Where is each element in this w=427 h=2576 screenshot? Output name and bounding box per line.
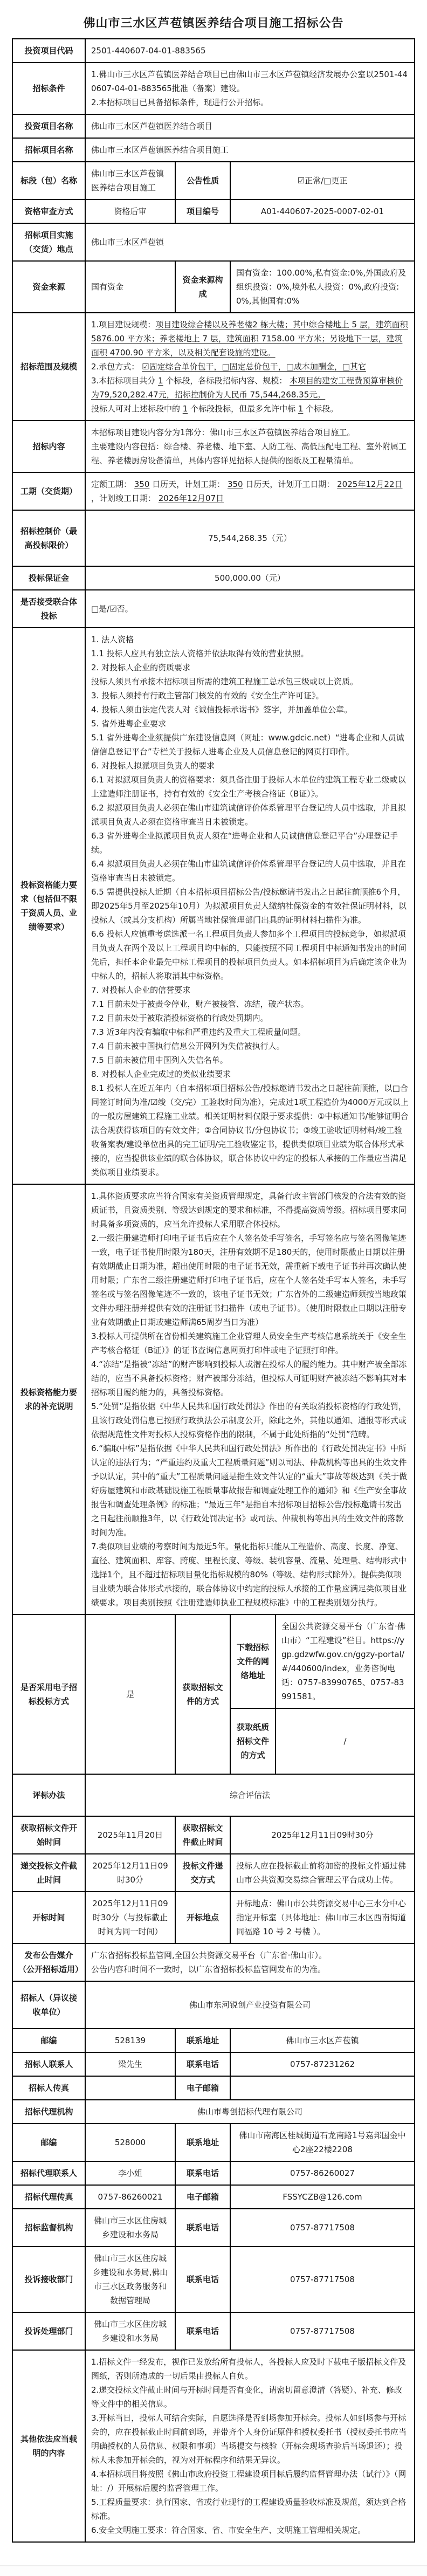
project-number-label: 项目编号 xyxy=(175,200,230,223)
qualification-requirements-label: 投标资格能力要求（包括但不限于资质人员、业绩等要求） xyxy=(12,628,85,1184)
agency-fax-label: 招标代理传真 xyxy=(12,2185,85,2209)
agency-email-label: 电子邮箱 xyxy=(175,2185,230,2209)
row-agency-contact xyxy=(12,2161,415,2185)
submission-method-value: 投标人应在投标截止前将加密的投标文件通过佛山市公共资源交易综合管理云平台成功上传。 xyxy=(230,1854,415,1892)
consortium-value: □是/☑否。 xyxy=(85,590,415,628)
doc-start-time-value: 2025年11月20日 xyxy=(85,1816,175,1854)
tenderer-address-label: 联系地址 xyxy=(175,2029,230,2052)
row-tenderer-postcode xyxy=(12,2029,415,2052)
supervision-value: 佛山市三水区住房城乡建设和水务局 xyxy=(85,2209,175,2247)
doc-start-time-label: 获取招标文件开始时间 xyxy=(12,1816,85,1854)
scope-label: 招标范围及规模 xyxy=(12,313,85,421)
other-contents-value: 1.招标文件一经发布，视作已发放给所有投标人，各投标人应及时下载电子版招标文件及图纸，否则所造成的一切后果由投标人自负。 2.递交投标文件截止时间与开标时间是否有变化，请密切留意澄清（答疑）、补充、修改等文件中的相关信息。 3.开标当日，投标人可结合实际，自愿选择是否到场参加开标会。投标人如到场参与开标会的，应在投标截止时间前到场，并带齐个人身份证原件和授权委托书（授权委托书应当明确授权的人员信息、权限和事项）当场提交与核验（开标会现场查验后当场退还）；投标人未参加开标会的，视为对开标程序和结果无异议。 4.本招标项目将按照《佛山市政府投资工程建设项目标后履约监督管理办法（试行）》（网址：/）开展标后履约监督管理工作。 5.工程质量要求：执行国家、省或行业现行的工程建设质量验收标准及规范，须达到合格标准。 6.安全文明施工要求：符合国家、省、市安全生产、文明施工管理相关规定。 xyxy=(85,2350,415,2542)
agency-postcode-label: 邮编 xyxy=(12,2124,85,2161)
row-location xyxy=(12,223,415,261)
fund-source-value: 国有资金 xyxy=(85,261,175,313)
investment-name-label: 投资项目名称 xyxy=(12,114,85,138)
row-fund-source xyxy=(12,261,415,313)
tenderer-postcode-label: 邮编 xyxy=(12,2029,85,2052)
paper-docs-value: / xyxy=(276,1708,415,1774)
download-url-value: 全国公共资源交易平台（广东省·佛山市）“工程建设”栏目。https://ygp.gdzwfw.gov.cn/ggzy-portal/#/440600/index，业务咨询电话：0757-83990765、0757-83991581。 xyxy=(276,1615,415,1708)
content-label: 招标内容 xyxy=(12,421,85,472)
qualification-review-value: 资格后审 xyxy=(85,200,175,223)
row-complaint-receiving xyxy=(12,2247,415,2312)
row-duration xyxy=(12,472,415,510)
tenderer-contact-value: 梁先生 xyxy=(85,2052,175,2076)
row-supervision xyxy=(12,2209,415,2247)
page-title: 佛山市三水区芦苞镇医养结合项目施工招标公告 xyxy=(83,17,344,30)
tenderer-phone-label: 联系电话 xyxy=(175,2052,230,2076)
row-evaluation-method xyxy=(12,1774,415,1816)
row-announcement-media xyxy=(12,1943,415,1981)
row-agency-postcode xyxy=(12,2124,415,2161)
agency-phone-value: 0757-86260027 xyxy=(230,2161,415,2185)
agency-address-value: 佛山市南海区桂城街道石龙南路1号嘉邦国金中心2座22楼2208 xyxy=(230,2124,415,2161)
row-content xyxy=(12,421,415,472)
tenderer-fax-label: 招标人传真 xyxy=(12,2076,85,2100)
row-tenderer xyxy=(12,1981,415,2029)
agency-label: 招标代理机构 xyxy=(12,2100,85,2124)
submission-deadline-value: 2025年12月11日09时30分 xyxy=(85,1854,175,1892)
fund-composition-label: 资金来源构成 xyxy=(175,261,230,313)
tenderer-value: 佛山市东河锐创产业投资有限公司 xyxy=(85,1981,415,2029)
supervision-label: 招标监督机构 xyxy=(12,2209,85,2247)
scope-value: 1.项目建设规模：项目建设综合楼以及养老楼2 栋大楼；其中综合楼地上 5 层，建筑面积 5876.00 平方米；养老楼地上 7 层，建筑面积 7158.00 平方米；另设地下一层，建筑面积 4700.90 平方米，以及相关配套设施的建设。 2.承包方式： ☑固定综合单价包干，□固定总价包干，□成本加酬金，□其它 3.本招标项目共分 1 个标段，各标段招标内容、规模： 本项目的建安工程费预算审核价为79,520,282.47元，招标控制价为人民币 75,544,268.35元。 投标人可对上述标段中的 1 个标段投标，但最多允许中标 1 个标段。 xyxy=(85,313,415,421)
complaint-receiving-value: 佛山市三水区住房城乡建设和水务局,佛山市三水区政务服务和数据管理局 xyxy=(85,2247,175,2312)
row-electronic-bidding xyxy=(12,1615,415,1708)
row-agency-fax xyxy=(12,2185,415,2209)
doc-end-time-value: 2025年12月11日09时30分 xyxy=(230,1816,415,1854)
row-doc-times xyxy=(12,1816,415,1854)
tenderer-label: 招标人（异议接收单位） xyxy=(12,1981,85,2029)
fund-source-label: 资金来源 xyxy=(12,261,85,313)
row-tenderer-contact xyxy=(12,2052,415,2076)
agency-fax-value: 0757-86260021 xyxy=(85,2185,175,2209)
tender-conditions-value: 1.佛山市三水区芦苞镇医养结合项目已由佛山市三水区芦苞镇经济发展办公室以2501-440607-04-01-883565批准（备案）建设。 2.本招标项目已具备招标条件，现进行公开招标。 xyxy=(85,63,415,114)
doc-end-time-label: 获取招标文件截止时间 xyxy=(175,1816,230,1854)
other-contents-label: 其他依法应当载明的内容 xyxy=(12,2350,85,2542)
duration-value: 定额工期： 350 日历天，计划工期： 350 日历天，计划开工日期： 2025年12月22日 ，计划竣工日期： 2026年12月07日 xyxy=(85,472,415,510)
row-tender-conditions xyxy=(12,63,415,114)
tenderer-address-value: 佛山市三水区芦苞镇 xyxy=(230,2029,415,2052)
complaint-handling-value: 佛山市三水区住房城乡建设和水务局 xyxy=(85,2312,175,2350)
row-submission xyxy=(12,1854,415,1892)
fund-composition-value: 国有资金：100.00%,私有资金:0%,外国政府及组织投资：0%,境外私人投资：0%,政府投资:0%,其他国有:0% xyxy=(230,261,415,313)
supervision-phone-value: 0757-87717508 xyxy=(230,2209,415,2247)
complaint-handling-phone-value: 0757-87717508 xyxy=(230,2312,415,2350)
announcement-media-value: 广东省招标投标监管网,全国公共资源交易平台（广东省·佛山市）。 公告内容和时间不一致时，以广东省招标投标监管网发布的为准。 xyxy=(85,1943,415,1981)
tenderer-email-label: 电子邮箱 xyxy=(175,2076,230,2100)
complaint-receiving-phone-label: 联系电话 xyxy=(175,2247,230,2312)
download-url-label: 下载招标文件的网络地址 xyxy=(230,1615,276,1708)
row-scope xyxy=(12,313,415,421)
row-agency xyxy=(12,2100,415,2124)
qualification-review-label: 资格审查方式 xyxy=(12,200,85,223)
tender-announcement-table xyxy=(12,38,415,2543)
complaint-handling-label: 投诉处理部门 xyxy=(12,2312,85,2350)
section-name-value: 佛山市三水区芦苞镇医养结合项目施工 xyxy=(85,162,175,200)
agency-contact-label: 招标代理联系人 xyxy=(12,2161,85,2185)
tender-project-name-value: 佛山市三水区芦苞镇医养结合项目施工 xyxy=(85,138,415,162)
agency-address-label: 联系地址 xyxy=(175,2124,230,2161)
tenderer-postcode-value: 528139 xyxy=(85,2029,175,2052)
agency-postcode-value: 528000 xyxy=(85,2124,175,2161)
consortium-label: 是否接受联合体投标 xyxy=(12,590,85,628)
complaint-receiving-label: 投诉接收部门 xyxy=(12,2247,85,2312)
tender-project-name-label: 招标项目名称 xyxy=(12,138,85,162)
location-value: 佛山市三水区芦苞镇 xyxy=(85,223,415,261)
row-bid-bond xyxy=(12,566,415,590)
duration-label: 工期（交货期） xyxy=(12,472,85,510)
obtain-documents-label: 获取招标文件的方式 xyxy=(175,1615,230,1774)
opening-time-label: 开标时间 xyxy=(12,1892,85,1943)
paper-docs-label: 获取纸质招标文件的方式 xyxy=(230,1708,276,1774)
opening-place-value: 开标地点：佛山市公共资源交易中心三水分中心指定开标室（具体地址：佛山市三水区西南街道同福路 10 号 2 号楼 ）。 xyxy=(230,1892,415,1943)
content-value: 本招标项目建设内容分为1部分：佛山市三水区芦苞镇医养结合项目施工。 主要建设内容包括：综合楼、养老楼、地下室、人防工程、高低压配电工程、室外附属工程、养老楼厨房设备清单，具体内容详见招标人提供的图纸及工程量清单。 xyxy=(85,421,415,472)
opening-time-value: 2025年12月11日09时30分（与投标截止时间为同一时间） xyxy=(85,1892,175,1943)
row-section-name xyxy=(12,162,415,200)
row-other-contents xyxy=(12,2350,415,2542)
tenderer-contact-label: 招标人联系人 xyxy=(12,2052,85,2076)
section-name-label: 标段（包）名称 xyxy=(12,162,85,200)
row-investment-name xyxy=(12,114,415,138)
complaint-receiving-phone-value: 0757-87717508 xyxy=(230,2247,415,2312)
supervision-phone-label: 联系电话 xyxy=(175,2209,230,2247)
agency-phone-label: 联系电话 xyxy=(175,2161,230,2185)
agency-value: 佛山市粤创招标代理有限公司 xyxy=(85,2100,415,2124)
electronic-bidding-value: 是 xyxy=(85,1615,175,1774)
project-number-value: A01-440607-2025-0007-02-01 xyxy=(230,200,415,223)
submission-deadline-label: 递交投标文件截止时间 xyxy=(12,1854,85,1892)
tenderer-email-value xyxy=(230,2076,415,2100)
opening-place-label: 开标地点 xyxy=(175,1892,230,1943)
tender-conditions-label: 招标条件 xyxy=(12,63,85,114)
row-complaint-handling xyxy=(12,2312,415,2350)
evaluation-method-label: 评标办法 xyxy=(12,1774,85,1816)
qualification-supplement-value: 1.具体资质要求应当符合国家有关资质管理规定，具备行政主管部门核发的合法有效的资质证书，且资质类别、等级达到规定的要求和标准，不得提高资质等级。招标项目要求同时具备多项资质的，应当允许投标人采用联合体投标。 2.一级注册建造师打印电子证书后应在个人签名处手写签名，手写签名应与签名图像笔迹一致，电子证书使用时限为180天，注册有效期不足180天的，使用时限截止日期以注册有效期截止日期为准，超出使用时限的电子证书无效，需重新下载电子证书并再次确认使用时限；广东省二级注册建造师打印电子证书后，应在个人签名处手写本人签名，未手写签名或与签名图像笔迹不一致的，该电子证书无效；广东省外的二级建造师须按当地政策文件办理注册并提供有效的注册证书扫描件（或电子证书）。（使用时限截止日期以注册专业有效期截止日期或建造师满65周岁当日为准） 3.投标人可提供所在省份相关建筑施工企业管理人员安全生产考核信息系统关于《安全生产考核合格证（B证）》的证书查询信息网页打印件或电子证照打印件。 4.“冻结”是指被“冻结”的财产影响到投标人或潜在投标人的履约能力。其中财产被全部冻结的，应当不具备投标资格；财产被部分冻结，但投标人可证明财产被冻结不影响其对本招标项目履约能力的，具备投标资格。 5.“处罚”是指依据《中华人民共和国行政处罚法》作出的有关取消投标资格的行政处罚，且该行政处罚信息已按照行政执法公示制度公开，除此之外，其他以通知、通报等形式或依据规范性文件对投标人投标资格作出的限制，不属于此处所指的“处罚”范畴。 6.“骗取中标”是指依据《中华人民共和国行政处罚法》所作出的《行政处罚决定书》中所认定的违法行为；“严重违约及重大工程质量问题”则以司法、仲裁机构等出具的生效文件予以认定，其中的“重大”工程质量问题是指生效文件认定的“重大”事故等级达到《关于做好房屋建筑和市政基础设施工程质量事故报告和调查处理工作的通知》和《生产安全事故报告和调查处理条例》的标准；“最近三年”是指自本招标项目招标公告/投标邀请书发出之日起往前顺推3年，以《行政处罚决定书》或司法、仲裁机构等出具的生效文件的落款时间为准。 7.类似项目业绩的考察时间为最近5年。量化指标只能从工程造价、高度、长度、净宽、直径、建筑面积、库容、跨度、里程长度、等级、装机容量、流量、处理量、结构形式中选择1个，且不超过招标项目量化指标规模的80%（等级、结构形式除外）。提供类似项目业绩为联合体形式承接的，联合体协议中约定的投标人承接的工作量应满足类似项目业绩要求。项目类别按照《注册建造师执业工程规模标准》中的工程类别划分执行。 xyxy=(85,1184,415,1615)
row-qualification-review xyxy=(12,200,415,223)
investment-code-label: 投资项目代码 xyxy=(12,39,85,63)
investment-name-value: 佛山市三水区芦苞镇医养结合项目 xyxy=(85,114,415,138)
row-tender-project-name xyxy=(12,138,415,162)
notice-nature-label: 公告性质 xyxy=(175,162,230,200)
control-price-value: 75,544,268.35（元） xyxy=(85,510,415,566)
submission-method-label: 投标文件递交方式 xyxy=(175,1854,230,1892)
row-consortium xyxy=(12,590,415,628)
row-control-price xyxy=(12,510,415,566)
agency-contact-value: 李小姐 xyxy=(85,2161,175,2185)
tenderer-fax-value xyxy=(85,2076,175,2100)
row-tenderer-fax xyxy=(12,2076,415,2100)
bid-bond-label: 投标保证金 xyxy=(12,566,85,590)
agency-email-value: FSSYCZB@126.com xyxy=(230,2185,415,2209)
notice-nature-value: ☑正常/□更正 xyxy=(230,162,415,200)
control-price-label: 招标控制价（最高投标限价） xyxy=(12,510,85,566)
qualification-supplement-label: 投标资格能力要求的补充说明 xyxy=(12,1184,85,1615)
electronic-bidding-label: 是否采用电子招标投标方式 xyxy=(12,1615,85,1774)
tenderer-phone-value: 0757-87231262 xyxy=(230,2052,415,2076)
location-label: 招标项目实施（交货）地点 xyxy=(12,223,85,261)
complaint-handling-phone-label: 联系电话 xyxy=(175,2312,230,2350)
announcement-media-label: 发布公告媒介（公开招标适用） xyxy=(12,1943,85,1981)
page-bottom-divider xyxy=(0,2565,427,2576)
bid-bond-value: 500,000.00（元） xyxy=(85,566,415,590)
evaluation-method-value: 综合评估法 xyxy=(85,1774,415,1816)
row-investment-code xyxy=(12,39,415,63)
row-opening xyxy=(12,1892,415,1943)
row-qualification-requirements xyxy=(12,628,415,1184)
qualification-requirements-value: 1. 法人资格 1.1 投标人应具有独立法人资格并依法取得有效的营业执照。 2. 对投标人企业的资质要求 投标人须具有承接本招标项目所需的建筑工程施工总承包三级或以上资质。 3. 投标人须持有行政主管部门核发的有效的《安全生产许可证》。 4. 投标人须由法定代表人对《诚信投标承诺书》签字，并加盖单位公章。 5. 省外进粤企业要求 5.1 省外进粤企业须提供广东建设信息网（网址：www.gdcic.net）“进粤企业和人员诚信信息登记平台”专栏关于投标人进粤企业及人员信息登记的网页打印件。 6. 对投标人拟派项目负责人的要求 6.1 对拟派项目负责人的资格要求：须具备注册于投标人本单位的建筑工程专业二级或以上建造师注册证书，持有有效的《安全生产考核合格证（B证）》。 6.2 拟派项目负责人必须在佛山市建筑诚信评价体系管理平台登记的人员中选取，并且拟派项目负责人必须在资格审查当日未被锁定。 6.3 省外进粤企业拟派项目负责人须在“进粤企业和人员诚信信息登记平台”办理登记手续。 6.4 拟派项目负责人必须在佛山市建筑诚信评价体系管理平台登记的人员中选取，并且在资格审查当日未被锁定。 6.5 需提供投标人近期（自本招标项目招标公告/投标邀请书发出之日起往前顺推6个月，即2025年5月至2025年10月）为拟派项目负责人缴纳社保资金的有效社保证明材料，以投标人（或其分支机构）所属当地社保管理部门出具的证明材料扫描件为准。 6.6 投标人应慎重考虑选派一名工程项目负责人参加多个工程项目的投标竞争，如拟派项目负责人在两个及以上工程项目均中标的，只能按照不同工程项目中标通知书发出的时间先后，担任本企业最先中标工程项目的投标项目负责人。如本招标项目为后确定该企业为中标人的，招标人将取消其中标资格。 7. 对投标人企业的信誉要求 7.1 目前未处于被责令停业，财产被接管、冻结，破产状态。 7.2 目前未处于被取消投标资格的行政处罚期内。 7.3 近3年内没有骗取中标和严重违约及重大工程质量问题。 7.4 目前未被中国执行信息公开网列为失信被执行人。 7.5 目前未被信用中国列入失信名单。 8. 对投标人企业完成过的类似业绩要求 8.1 投标人在近五年内（自本招标项目招标公告/投标邀请书发出之日起往前顺推，以□合同签订时间为准/☑竣（交/完）工验收时间为准），完成过1项工程造价为4000万元或以上的一般房屋建筑工程施工业绩。相关证明材料仅限于要求提供：①中标通知书/能够证明合法合规获得该项目的有效文件；②合同协议书/分包协议书；③竣工验收证明材料/竣工验收备案表/建设单位出具的完工证明/完工验收鉴定书，提供类似项目业绩为联合体形式承接的，应当提供该业绩的联合体协议，联合体协议中约定的投标人承接的工作量应当满足类似项目业绩要求。 xyxy=(85,628,415,1184)
investment-code-value: 2501-440607-04-01-883565 xyxy=(85,39,415,63)
row-qualification-supplement xyxy=(12,1184,415,1615)
